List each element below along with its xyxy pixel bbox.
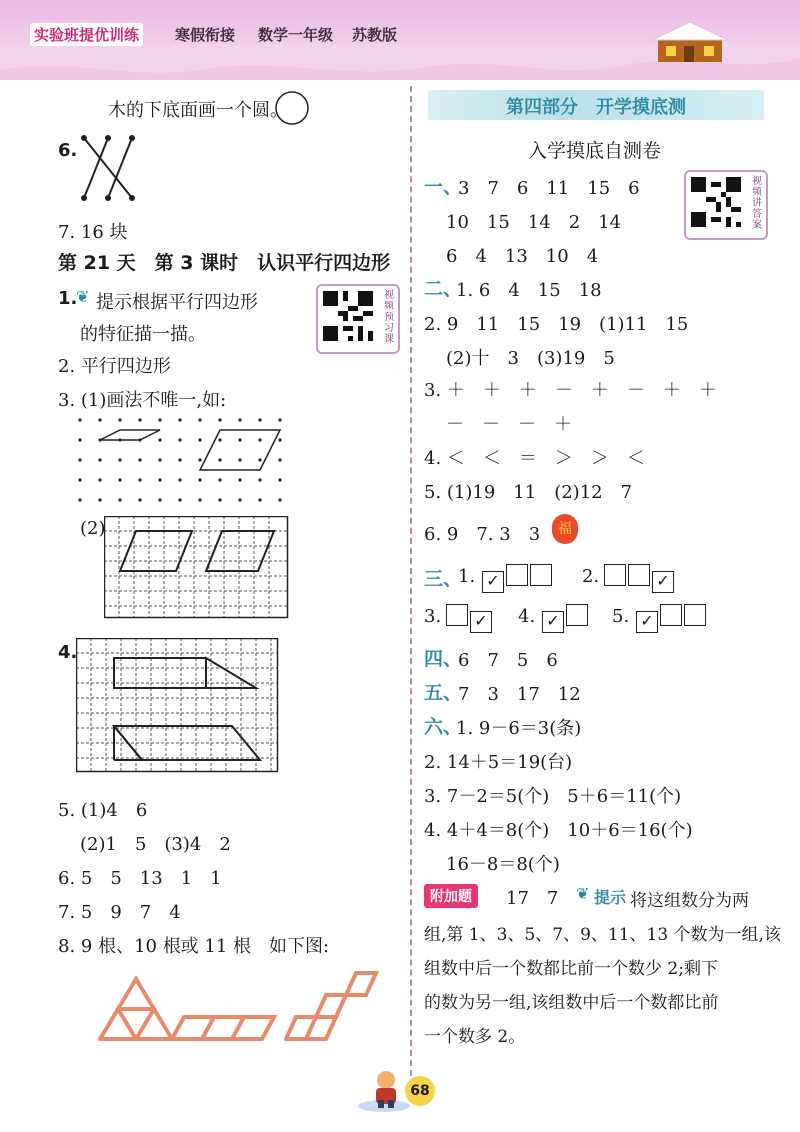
answer-video-qr[interactable] bbox=[684, 170, 768, 240]
grid-shapes-figure bbox=[76, 638, 280, 774]
s3-q1-label: 1. bbox=[458, 566, 476, 587]
section2-row8: 6. 9 7. 3 3 bbox=[424, 524, 541, 545]
empty-box bbox=[604, 564, 626, 586]
test-title: 入学摸底自测卷 bbox=[528, 140, 662, 162]
section3-label: 三、 bbox=[424, 568, 463, 590]
section4-label: 四、 bbox=[424, 648, 463, 670]
section6-row4: 4. 4＋4＝8(个) 10＋6＝16(个) bbox=[424, 820, 693, 841]
qr-code-icon bbox=[323, 291, 373, 341]
q7b-answer: 7. 5 9 7 4 bbox=[58, 902, 181, 923]
q6-number: 6. bbox=[58, 140, 78, 161]
q1-hint-line1: 提示根据平行四边形 bbox=[96, 292, 258, 313]
extra-text-line3: 组数中后一个数都比前一个数少 2;剩下 bbox=[424, 959, 718, 979]
q1-number: 1. bbox=[58, 288, 78, 309]
section6-row5: 16－8＝8(个) bbox=[446, 854, 560, 875]
s3-q2-label: 2. bbox=[582, 566, 600, 587]
part4-banner-text: 第四部分 开学摸底测 bbox=[506, 97, 686, 118]
section2-row5: － － － ＋ bbox=[446, 414, 572, 435]
section2-row4: 3. ＋ ＋ ＋ － ＋ － ＋ ＋ bbox=[424, 380, 717, 401]
section6-row1: 1. 9－6＝3(条) bbox=[456, 718, 582, 739]
checked-box: ✓ bbox=[636, 611, 658, 633]
header-subtitle: 寒假衔接 bbox=[175, 26, 236, 44]
section5-label: 五、 bbox=[424, 682, 463, 704]
matchstick-figures bbox=[90, 955, 400, 1050]
extra-text-line2: 组,第 1、3、5、7、9、11、13 个数为一组,该 bbox=[424, 925, 781, 945]
fu-char: 福 bbox=[558, 521, 572, 537]
preview-video-qr[interactable] bbox=[316, 284, 400, 354]
circle-drawing bbox=[272, 90, 312, 126]
section6-label: 六、 bbox=[424, 716, 463, 738]
part4-banner bbox=[428, 90, 764, 120]
section2-row6: 4. ＜ ＜ ＝ ＞ ＞ ＜ bbox=[424, 448, 645, 469]
page-number: 68 bbox=[405, 1076, 435, 1106]
checked-box: ✓ bbox=[542, 611, 564, 633]
q6b-answer: 6. 5 5 13 1 1 bbox=[58, 868, 222, 889]
s3-q5-label: 5. bbox=[612, 606, 630, 627]
column-divider bbox=[410, 86, 412, 1086]
left-continuation-text: 木的下底面画一个圆。 bbox=[108, 100, 288, 121]
section2-row1: 1. 6 4 15 18 bbox=[456, 280, 602, 301]
section6-row2: 2. 14＋5＝19(台) bbox=[424, 752, 573, 773]
section4-row: 6 7 5 6 bbox=[458, 650, 558, 671]
q3-part2-label: (2) bbox=[80, 518, 106, 539]
mascot-figure bbox=[356, 1066, 412, 1114]
dot-grid-parallelograms bbox=[70, 412, 300, 512]
header-subject: 数学一年级 bbox=[258, 26, 334, 44]
empty-box bbox=[530, 564, 552, 586]
s3-q4-boxes bbox=[542, 604, 590, 633]
matching-lines-figure bbox=[78, 130, 148, 210]
qr-caption: 视频预习课 bbox=[384, 290, 394, 345]
s3-q3-label: 3. bbox=[424, 606, 442, 627]
extra-text-line4: 的数为另一组,该组数中后一个数都比前 bbox=[424, 993, 719, 1013]
section2-label: 二、 bbox=[424, 278, 463, 300]
checked-box: ✓ bbox=[470, 611, 492, 633]
hint-leaf-icon: ❦ bbox=[576, 884, 590, 903]
hint-leaf-icon: ❦ bbox=[76, 287, 90, 306]
q7-answer: 7. 16 块 bbox=[58, 222, 128, 243]
section1-row1: 3 7 6 11 15 6 bbox=[458, 178, 640, 199]
q8-answer: 8. 9 根、10 根或 11 根 如下图: bbox=[58, 936, 330, 957]
page-header bbox=[0, 0, 800, 80]
fu-lantern-icon bbox=[552, 514, 578, 544]
empty-box bbox=[446, 604, 468, 626]
q5-line1: 5. (1)4 6 bbox=[58, 800, 148, 821]
q4-number: 4. bbox=[58, 642, 78, 663]
q2-answer: 2. 平行四边形 bbox=[58, 356, 171, 377]
qr-caption: 视频讲答案 bbox=[752, 176, 762, 231]
series-label: 实验班提优训练 bbox=[30, 23, 143, 46]
s3-q5-boxes bbox=[636, 604, 708, 633]
empty-box bbox=[628, 564, 650, 586]
section2-row3: (2)十 3 (3)19 5 bbox=[446, 348, 615, 369]
section1-row3: 6 4 13 10 4 bbox=[446, 246, 599, 267]
header-edition: 苏教版 bbox=[352, 26, 398, 44]
extra-question-badge: 附加题 bbox=[424, 884, 478, 908]
s3-q2-boxes bbox=[604, 564, 676, 593]
extra-text-line1: 将这组数分为两 bbox=[630, 891, 749, 911]
s3-q3-boxes bbox=[446, 604, 494, 633]
section1-row2: 10 15 14 2 14 bbox=[446, 212, 622, 233]
q3-answer: 3. (1)画法不唯一,如: bbox=[58, 390, 227, 411]
grid-parallelograms-figure bbox=[104, 516, 290, 620]
q1-hint-line2: 的特征描一描。 bbox=[80, 324, 206, 345]
empty-box bbox=[506, 564, 528, 586]
section6-row3: 3. 7－2＝5(个) 5＋6＝11(个) bbox=[424, 786, 682, 807]
snow-house-icon bbox=[650, 18, 730, 64]
section2-row7: 5. (1)19 11 (2)12 7 bbox=[424, 482, 633, 503]
section5-row: 7 3 17 12 bbox=[458, 684, 581, 705]
section2-row2: 2. 9 11 15 19 (1)11 15 bbox=[424, 314, 689, 335]
empty-box bbox=[566, 604, 588, 626]
section1-label: 一、 bbox=[424, 176, 463, 198]
extra-text-line5: 一个数多 2。 bbox=[424, 1027, 526, 1047]
empty-box bbox=[684, 604, 706, 626]
extra-answer: 17 7 bbox=[506, 888, 559, 909]
empty-box bbox=[660, 604, 682, 626]
s3-q1-boxes bbox=[482, 564, 554, 593]
checked-box: ✓ bbox=[652, 571, 674, 593]
hint-label: 提示 bbox=[594, 888, 627, 907]
qr-code-icon bbox=[691, 177, 741, 227]
q5-line2: (2)1 5 (3)4 2 bbox=[80, 834, 231, 855]
checked-box: ✓ bbox=[482, 571, 504, 593]
s3-q4-label: 4. bbox=[518, 606, 536, 627]
lesson-title: 第 21 天 第 3 课时 认识平行四边形 bbox=[58, 252, 391, 274]
